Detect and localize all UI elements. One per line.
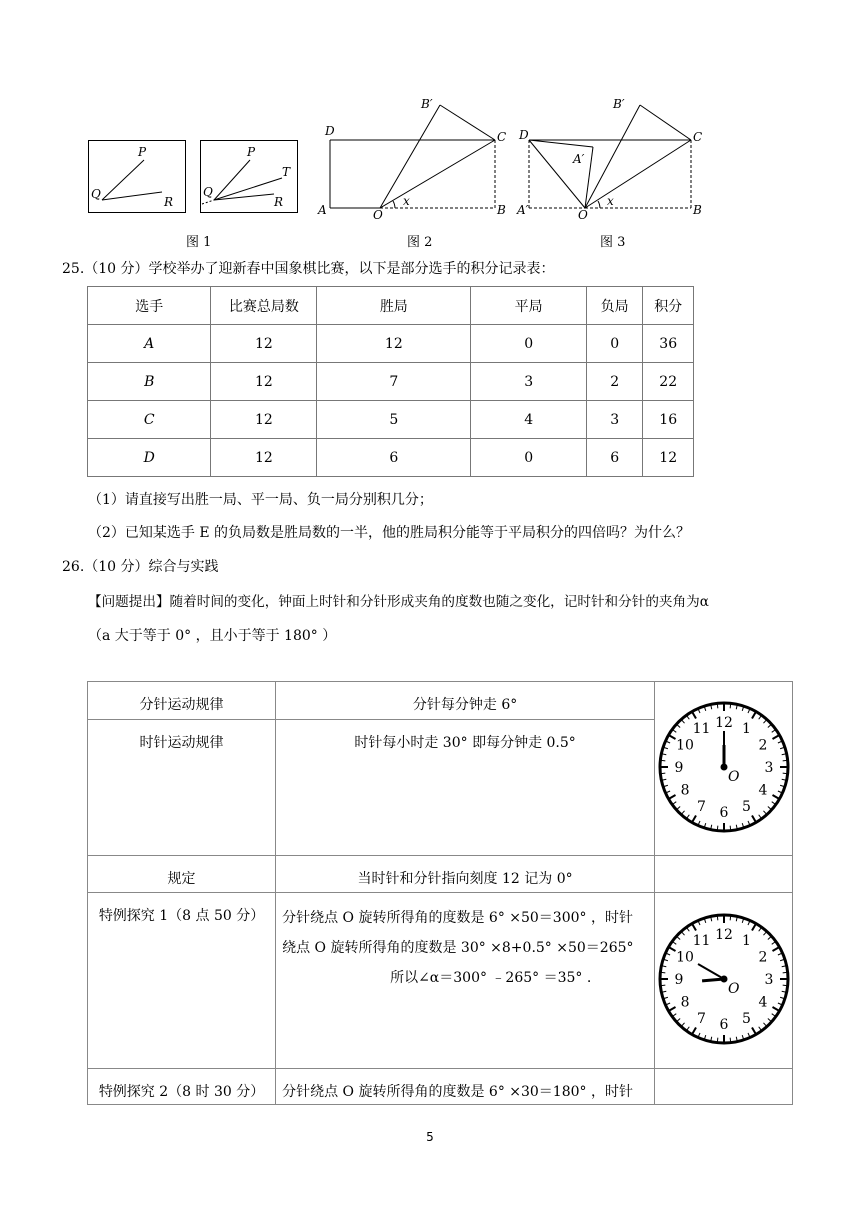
clock-tick bbox=[664, 959, 668, 960]
table-cell-empty bbox=[655, 1069, 793, 1105]
clock-numeral: 12 bbox=[714, 926, 733, 943]
table-row bbox=[88, 856, 793, 893]
table-cell: 3 bbox=[586, 401, 642, 439]
clock-tick bbox=[664, 747, 668, 748]
label-d: D bbox=[325, 124, 335, 138]
table-cell: 规定 bbox=[88, 856, 276, 893]
table-cell: 16 bbox=[643, 401, 694, 439]
clock-tick bbox=[673, 941, 676, 943]
table-cell: 时针运动规律 bbox=[88, 720, 276, 856]
clock-tick bbox=[748, 1032, 750, 1036]
clock-tick bbox=[748, 709, 750, 713]
clock-numeral: 6 bbox=[719, 1016, 728, 1033]
clock-tick bbox=[752, 712, 756, 718]
table-cell: 分针每分钟走 6° bbox=[276, 682, 655, 720]
clock-tick bbox=[777, 741, 781, 743]
clock-tick bbox=[677, 806, 680, 809]
clock-tick bbox=[687, 716, 689, 719]
table-cell-example1 bbox=[276, 893, 655, 1069]
table-cell: D bbox=[88, 439, 211, 477]
clock-tick bbox=[777, 790, 781, 792]
clock-tick bbox=[752, 1027, 756, 1033]
clock-numeral: 3 bbox=[764, 759, 773, 776]
table-cell-empty bbox=[655, 856, 793, 893]
clock-tick bbox=[748, 820, 750, 824]
clock-numeral: 11 bbox=[692, 720, 710, 737]
clock-tick bbox=[742, 707, 743, 711]
clock-tick bbox=[687, 814, 689, 817]
clock-tick bbox=[677, 936, 680, 939]
clock-tick bbox=[736, 824, 737, 828]
clock-center bbox=[720, 975, 727, 982]
header-cell: 负局 bbox=[586, 287, 642, 325]
label-t: T bbox=[282, 165, 291, 179]
table-cell: 3 bbox=[471, 363, 587, 401]
header-cell: 积分 bbox=[643, 287, 694, 325]
clock-tick bbox=[742, 823, 743, 827]
figure-1-angle-pqr-with-t bbox=[200, 140, 298, 214]
table-row bbox=[88, 401, 694, 439]
clock-tick bbox=[692, 712, 696, 718]
clock-tick bbox=[666, 741, 670, 743]
label-q2: Q bbox=[203, 185, 213, 199]
clock-tick bbox=[677, 724, 680, 727]
clock-face-8-50 bbox=[657, 912, 791, 1046]
table-cell: 5 bbox=[317, 401, 471, 439]
label-d3: D bbox=[519, 128, 529, 142]
clock-numeral: 7 bbox=[696, 798, 706, 815]
page-number: 5 bbox=[426, 1130, 434, 1144]
table-row bbox=[88, 325, 694, 363]
clock-tick bbox=[687, 928, 689, 931]
clock-tick bbox=[748, 921, 750, 925]
q26-intro-line1: 【问题提出】随着时间的变化，钟面上时针和分针形成夹角的度数也随之变化，记时针和分针的夹角为α bbox=[88, 594, 709, 610]
table-cell: 12 bbox=[211, 439, 317, 477]
clock-tick bbox=[692, 924, 696, 930]
clock-tick bbox=[666, 790, 670, 792]
table-row bbox=[88, 893, 793, 1069]
clock-tick bbox=[772, 735, 778, 739]
clock-numeral: 11 bbox=[692, 932, 710, 949]
label-c: C bbox=[497, 130, 507, 144]
clock-numeral: 5 bbox=[741, 1010, 751, 1027]
clock-tick bbox=[673, 729, 676, 731]
table-cell: A bbox=[88, 325, 211, 363]
example1-line3: 所以∠α＝300° ﹣265° ＝35° . bbox=[390, 970, 592, 986]
clock-tick bbox=[772, 947, 778, 951]
label-a-prime: A′ bbox=[517, 203, 529, 217]
clock-tick bbox=[758, 716, 760, 719]
clock-tick bbox=[704, 1035, 705, 1039]
clock-tick bbox=[771, 941, 774, 943]
label-b-prime: B′ bbox=[421, 97, 433, 111]
clock-tick bbox=[752, 924, 756, 930]
header-cell: 平局 bbox=[471, 287, 587, 325]
clock-tick bbox=[662, 991, 666, 992]
clock-tick bbox=[781, 991, 785, 992]
clock-face-12-oclock bbox=[657, 700, 791, 834]
clock-numeral: 2 bbox=[758, 737, 767, 753]
clock-tick bbox=[677, 1018, 680, 1021]
clock-tick bbox=[681, 720, 684, 723]
table-row bbox=[88, 363, 694, 401]
clock-tick bbox=[681, 1022, 684, 1025]
label-x3: x bbox=[607, 194, 614, 208]
example1-line2: 绕点 O 旋转所得角的度数是 30° ×8+0.5° ×50＝265° bbox=[282, 940, 634, 956]
q25-score-table bbox=[87, 286, 694, 477]
clock-tick bbox=[780, 997, 784, 998]
clock-tick bbox=[698, 820, 700, 824]
clock-numeral: 1 bbox=[741, 932, 751, 949]
clock-tick bbox=[777, 1002, 781, 1004]
caption-fig3: 图 3 bbox=[600, 235, 626, 250]
label-o3: O bbox=[578, 208, 588, 222]
clock-tick bbox=[781, 965, 785, 966]
header-cell: 胜局 bbox=[317, 287, 471, 325]
table-cell: 分针运动规律 bbox=[88, 682, 276, 720]
figure-2-folded-rectangle bbox=[315, 95, 520, 225]
clock-tick bbox=[772, 795, 778, 799]
table-cell: C bbox=[88, 401, 211, 439]
clock-tick bbox=[763, 720, 766, 723]
clock-tick bbox=[767, 1018, 770, 1021]
clock-tick bbox=[704, 823, 705, 827]
clock-tick bbox=[767, 936, 770, 939]
clock-tick bbox=[673, 1013, 676, 1015]
table-row bbox=[88, 682, 793, 720]
table-cell: 时针每小时走 30° 即每分钟走 0.5° bbox=[276, 720, 655, 856]
table-cell: 当时针和分针指向刻度 12 记为 0° bbox=[276, 856, 655, 893]
clock-numeral: 8 bbox=[680, 782, 690, 798]
clock-tick bbox=[742, 919, 743, 923]
clock-center-label: O bbox=[727, 980, 740, 997]
label-p2: P bbox=[247, 145, 256, 159]
clock-numeral: 9 bbox=[674, 759, 683, 776]
table-cell: B bbox=[88, 363, 211, 401]
clock-tick bbox=[772, 1007, 778, 1011]
label-q: Q bbox=[91, 187, 101, 201]
table-cell: 12 bbox=[211, 325, 317, 363]
clock-tick bbox=[771, 1013, 774, 1015]
clock-tick bbox=[692, 815, 696, 821]
clock-numeral: 4 bbox=[758, 782, 767, 798]
label-a-prime-mid: A′ bbox=[573, 152, 585, 166]
clock-tick bbox=[763, 932, 766, 935]
clock-tick bbox=[781, 753, 785, 754]
figure-3-double-fold bbox=[515, 95, 715, 225]
clock-tick bbox=[669, 795, 675, 799]
clock-tick bbox=[758, 1026, 760, 1029]
clock-numeral: 4 bbox=[758, 994, 767, 1010]
clock-tick bbox=[763, 1022, 766, 1025]
clock-tick bbox=[698, 1032, 700, 1036]
clock-tick bbox=[780, 747, 784, 748]
example1-line1: 分针绕点 O 旋转所得角的度数是 6° ×50＝300° ，时针 bbox=[282, 910, 633, 926]
clock-center bbox=[720, 763, 727, 770]
label-b: B bbox=[497, 203, 506, 217]
clock-tick bbox=[673, 801, 676, 803]
clock-tick bbox=[710, 705, 711, 709]
clock-cell-12 bbox=[655, 682, 793, 856]
table-cell: 12 bbox=[643, 439, 694, 477]
clock-tick bbox=[681, 932, 684, 935]
clock-numeral: 1 bbox=[741, 720, 751, 737]
clock-tick bbox=[710, 824, 711, 828]
table-cell: 0 bbox=[471, 325, 587, 363]
clock-tick bbox=[666, 953, 670, 955]
clock-tick bbox=[662, 965, 666, 966]
clock-tick bbox=[692, 1027, 696, 1033]
label-o: O bbox=[373, 208, 383, 222]
clock-tick bbox=[752, 815, 756, 821]
label-b3: B bbox=[693, 203, 702, 217]
clock-numeral: 2 bbox=[758, 949, 767, 965]
table-cell: 2 bbox=[586, 363, 642, 401]
table-row bbox=[88, 439, 694, 477]
table-cell: 0 bbox=[586, 325, 642, 363]
clock-tick bbox=[736, 917, 737, 921]
label-x: x bbox=[403, 194, 410, 208]
label-r2: R bbox=[274, 195, 284, 209]
label-b-prime3: B′ bbox=[613, 97, 625, 111]
clock-center-label: O bbox=[727, 768, 740, 785]
clock-tick bbox=[666, 1002, 670, 1004]
clock-tick bbox=[669, 947, 675, 951]
label-a: A bbox=[318, 203, 327, 217]
clock-numeral: 9 bbox=[674, 971, 683, 988]
table-cell: 22 bbox=[643, 363, 694, 401]
clock-tick bbox=[736, 705, 737, 709]
clock-tick bbox=[767, 724, 770, 727]
clock-numeral: 12 bbox=[714, 714, 733, 731]
table-row bbox=[88, 1069, 793, 1105]
caption-fig2: 图 2 bbox=[407, 235, 433, 250]
clock-tick bbox=[681, 810, 684, 813]
table-cell: 4 bbox=[471, 401, 587, 439]
table-cell: 36 bbox=[643, 325, 694, 363]
clock-tick bbox=[669, 1007, 675, 1011]
clock-numeral: 10 bbox=[675, 949, 694, 965]
clock-tick bbox=[662, 753, 666, 754]
clock-numeral: 8 bbox=[680, 994, 690, 1010]
clock-tick bbox=[781, 779, 785, 780]
clock-tick bbox=[758, 928, 760, 931]
clock-tick bbox=[662, 779, 666, 780]
label-c3: C bbox=[693, 130, 703, 144]
label-r: R bbox=[164, 195, 174, 209]
q25-sub1: （1）请直接写出胜一局、平一局、负一局分别积几分； bbox=[88, 492, 433, 508]
clock-numeral: 5 bbox=[741, 798, 751, 815]
clock-tick bbox=[698, 921, 700, 925]
clock-tick bbox=[763, 810, 766, 813]
table-header-row bbox=[88, 287, 694, 325]
clock-tick bbox=[687, 1026, 689, 1029]
clock-tick bbox=[664, 785, 668, 786]
figure-1-angle-pqr bbox=[88, 140, 186, 214]
header-cell: 选手 bbox=[88, 287, 211, 325]
q26-intro-line2: （a 大于等于 0° ，且小于等于 180° ） bbox=[88, 628, 337, 644]
caption-fig1: 图 1 bbox=[186, 235, 212, 250]
clock-tick bbox=[777, 953, 781, 955]
table-cell: 分针绕点 O 旋转所得角的度数是 6° ×30＝180° ，时针 bbox=[276, 1069, 655, 1105]
clock-tick bbox=[771, 801, 774, 803]
clock-tick bbox=[704, 707, 705, 711]
table-cell: 12 bbox=[211, 363, 317, 401]
clock-tick bbox=[698, 709, 700, 713]
clock-tick bbox=[742, 1035, 743, 1039]
table-cell: 特例探究 1（8 点 50 分） bbox=[88, 893, 276, 1069]
header-cell: 比赛总局数 bbox=[211, 287, 317, 325]
q26-clock-table bbox=[87, 681, 793, 1105]
clock-tick bbox=[669, 735, 675, 739]
table-cell: 0 bbox=[471, 439, 587, 477]
table-cell: 7 bbox=[317, 363, 471, 401]
label-p: P bbox=[138, 145, 147, 159]
clock-tick bbox=[704, 919, 705, 923]
clock-numeral: 7 bbox=[696, 1010, 706, 1027]
table-cell: 6 bbox=[586, 439, 642, 477]
clock-tick bbox=[664, 997, 668, 998]
table-cell: 12 bbox=[211, 401, 317, 439]
clock-numeral: 3 bbox=[764, 971, 773, 988]
clock-tick bbox=[780, 959, 784, 960]
clock-numeral: 6 bbox=[719, 804, 728, 821]
clock-numeral: 10 bbox=[675, 737, 694, 753]
q25-title: 25.（10 分）学校举办了迎新春中国象棋比赛，以下是部分选手的积分记录表： bbox=[62, 261, 555, 277]
minute-hand bbox=[698, 964, 724, 979]
clock-tick bbox=[710, 917, 711, 921]
clock-cell-850 bbox=[655, 893, 793, 1069]
table-cell: 特例探究 2（8 时 30 分） bbox=[88, 1069, 276, 1105]
clock-tick bbox=[758, 814, 760, 817]
clock-tick bbox=[710, 1036, 711, 1040]
clock-tick bbox=[767, 806, 770, 809]
q26-title: 26.（10 分）综合与实践 bbox=[62, 559, 219, 575]
table-cell: 6 bbox=[317, 439, 471, 477]
clock-tick bbox=[780, 785, 784, 786]
clock-tick bbox=[771, 729, 774, 731]
table-cell: 12 bbox=[317, 325, 471, 363]
clock-tick bbox=[736, 1036, 737, 1040]
q25-sub2: （2）已知某选手 E 的负局数是胜局数的一半，他的胜局积分能等于平局积分的四倍吗？为什么？ bbox=[88, 525, 691, 541]
